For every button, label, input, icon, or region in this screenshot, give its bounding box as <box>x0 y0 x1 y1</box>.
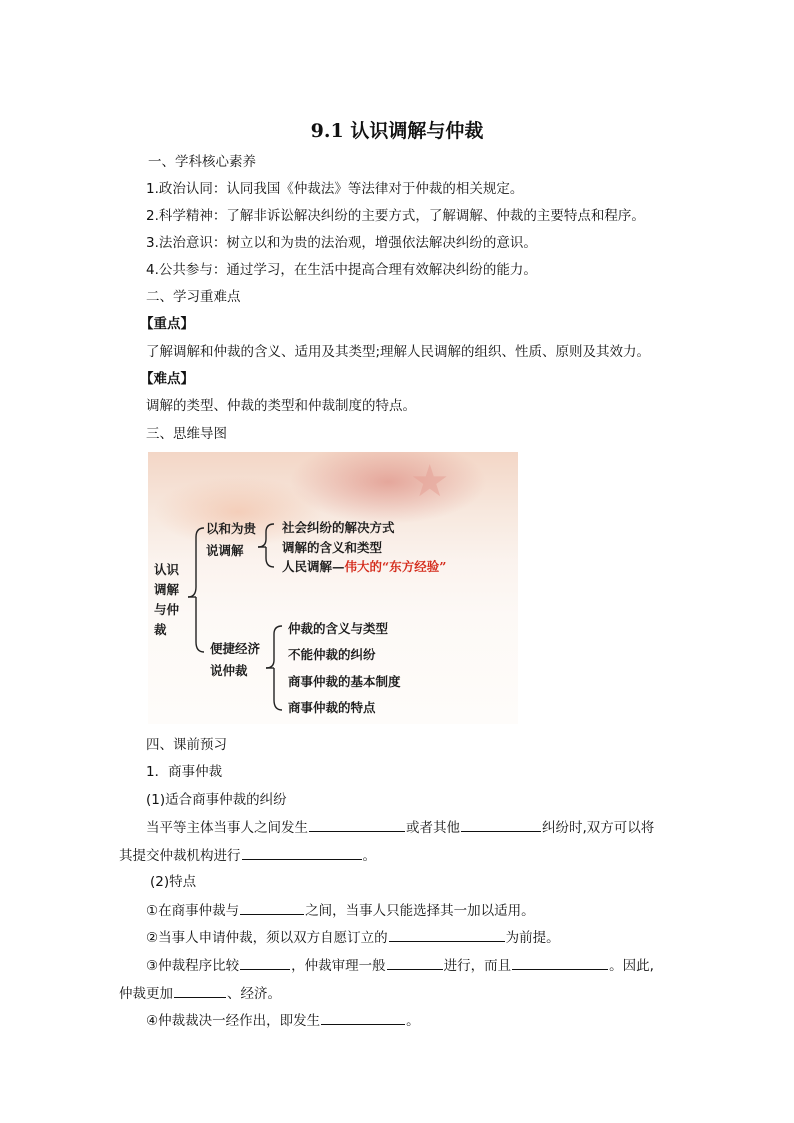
fill-in-line: 其提交仲裁机构进行 。 <box>119 845 376 866</box>
answer-blank[interactable] <box>512 955 608 970</box>
key-points-text: 了解调解和仲裁的含义、适用及其类型;理解人民调解的组织、性质、原则及其效力。 <box>146 344 651 360</box>
mind-map-branch-1: 以和为贵说调解 <box>206 521 257 558</box>
subheading: (1)适合商事仲裁的纠纷 <box>146 792 287 808</box>
subheading: (2)特点 <box>150 874 197 890</box>
section-heading-2: 二、学习重难点 <box>146 289 241 305</box>
mind-map-leaf: 调解的含义和类型 <box>282 540 383 555</box>
list-item: 2.科学精神：了解非诉讼解决纠纷的主要方式，了解调解、仲裁的主要特点和程序。 <box>146 208 645 224</box>
mind-map-leaf: 不能仲裁的纠纷 <box>288 647 376 662</box>
answer-blank[interactable] <box>309 817 405 832</box>
fill-in-line: ①在商事仲裁与 之间，当事人只能选择其一加以适用。 <box>146 900 535 921</box>
subheading: 1．商事仲裁 <box>146 764 223 780</box>
fill-in-line: ②当事人申请仲裁，须以双方自愿订立的 为前提。 <box>146 927 560 948</box>
answer-blank[interactable] <box>240 900 304 915</box>
answer-blank[interactable] <box>174 983 226 998</box>
fill-in-line: ③仲裁程序比较 ，仲裁审理一般 进行，而且 。因此, <box>146 955 654 976</box>
answer-blank[interactable] <box>321 1010 405 1025</box>
mind-map-image <box>148 452 518 724</box>
mind-map-branch-2: 便捷经济说仲裁 <box>210 641 261 678</box>
star-icon: ★ <box>410 456 450 507</box>
difficulty-text: 调解的类型、仲裁的类型和仲裁制度的特点。 <box>146 398 416 414</box>
answer-blank[interactable] <box>387 955 443 970</box>
section-heading-1: 一、学科核心素养 <box>148 154 256 170</box>
fill-in-line: ④仲裁裁决一经作出，即发生 。 <box>146 1010 420 1031</box>
mind-map-leaf: 仲裁的含义与类型 <box>288 621 389 636</box>
key-points-label: 【重点】 <box>140 316 194 332</box>
section-heading-3: 三、思维导图 <box>146 426 227 442</box>
mind-map-leaf: 人民调解—伟大的“东方经验” <box>282 559 447 574</box>
fill-in-line: 当平等主体当事人之间发生 或者其他 纠纷时,双方可以将 <box>146 817 654 838</box>
list-item: 3.法治意识：树立以和为贵的法治观，增强依法解决纠纷的意识。 <box>146 235 537 251</box>
list-item: 1.政治认同：认同我国《仲裁法》等法律对于仲裁的相关规定。 <box>146 181 524 197</box>
list-item: 4.公共参与：通过学习，在生活中提高合理有效解决纠纷的能力。 <box>146 262 537 278</box>
answer-blank[interactable] <box>242 845 362 860</box>
mind-map-leaf: 社会纠纷的解决方式 <box>282 520 395 535</box>
mind-map-leaf: 商事仲裁的基本制度 <box>288 674 401 689</box>
answer-blank[interactable] <box>240 955 290 970</box>
answer-blank[interactable] <box>389 927 505 942</box>
section-heading-4: 四、课前预习 <box>146 737 227 753</box>
difficulty-label: 【难点】 <box>140 371 194 387</box>
fill-in-line: 仲裁更加 、经济。 <box>119 983 281 1004</box>
answer-blank[interactable] <box>461 817 541 832</box>
mind-map-leaf: 商事仲裁的特点 <box>288 700 376 715</box>
mind-map-root: 认识调解与仲裁 <box>154 562 180 637</box>
page-title: 9.1 认识调解与仲裁 <box>310 120 484 142</box>
